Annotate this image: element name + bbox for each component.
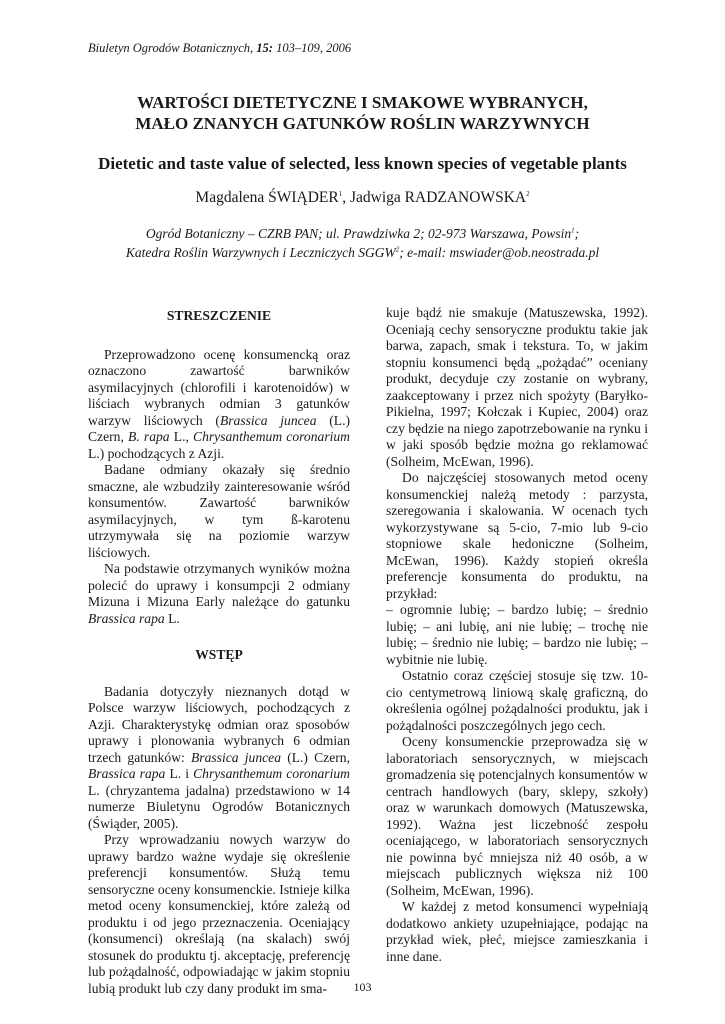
species-name: Chrysanthemum coronarium <box>193 429 350 444</box>
text-span: (L.) Czern, <box>281 749 350 765</box>
species-name: Brassica juncea <box>190 749 281 765</box>
species-name: B. rapa <box>128 429 170 444</box>
right-column <box>386 305 648 965</box>
author-1-sup: 1 <box>338 189 343 198</box>
affiliation-1 <box>60 224 665 243</box>
text-span: (L.) Czern, <box>88 412 350 444</box>
journal-header <box>88 41 351 56</box>
author-separator: , <box>342 189 350 206</box>
text-span: L. (chryzantema jadalna) przedstawiono w 14 numerze Biuletynu Ogrodów Botanicznych (Świąder, 2005). <box>88 782 350 831</box>
heading-streszczenie: STRESZCZENIE <box>166 308 272 323</box>
affiliation-2-text: Katedra Roślin Warzywnych i Leczniczych SGGW <box>125 245 396 260</box>
abstract-paragraph-2: Badane odmiany okazały się średnio smaczne, ale wzbudziły zainteresowanie wśród konsumentów. Zawartość barwników asymilacyjnych, w tym ß-karotenu utrzymywała się na poziomie warzyw liściowych. <box>88 462 350 560</box>
hedonic-scale-list: – ogromnie lubię; – bardzo lubię; – średnio lubię; – ani lubię, ani nie lubię; – trochę nie lubię; – średnio nie lubię; – bardzo nie lubię; – wybitnie nie lubię. <box>386 602 648 667</box>
journal-volume: 15: <box>256 41 273 55</box>
affiliations <box>60 224 665 262</box>
affiliation-1-sup: 1 <box>571 226 575 235</box>
text-span: L.) pochodzących z Azji. <box>88 445 225 461</box>
right-paragraph-5: Oceny konsumenckie przeprowadza się w laboratoriach sensorycznych, w miejscach gromadzenia się potencjalnych konsumentów w centrach handlowych (bary, sklepy, szkoły) oraz w warunkach domowych (Matuszewska, 1992). Ważna jest liczebność zespołu oceniającego, w laboratoriach sensorycznych nie powinna być mniejsza niż 40 osób, a w miejscach publicznych większa niż 100 (Solheim, McEwan, 1996). <box>386 734 648 898</box>
text-span: L. i <box>165 766 194 781</box>
species-name: Brassica rapa <box>88 766 166 781</box>
species-name: Brassica rapa <box>88 610 165 626</box>
text-span: L., <box>169 429 194 444</box>
intro-paragraph-2: Przy wprowadzaniu nowych warzyw do uprawy bardzo ważne wydaje się określenie preferencji konsumentów. Służą temu sensoryczne oceny konsumenckie. Istnieje kilka metod oceny konsumenckiej, które zależą od produktu i od jego przeznaczenia. Oceniający (konsumenci) określają (na skalach) swój stosunek do produktu tj. akceptację, preferencję lub pożądalność, odpowiadając w jakim stopniu lubią produkt lub czy dany produkt im sma- <box>88 832 350 996</box>
title-polish-line-2: MAŁO ZNANYCH GATUNKÓW ROŚLIN WARZYWNYCH <box>135 114 590 133</box>
text-span: Na podstawie otrzymanych wyników można polecić do uprawy i konsumpcji 2 odmiany Mizuna i Mizuna Early należące do gatunku <box>88 561 350 609</box>
journal-name: Biuletyn Ogrodów Botanicznych, <box>88 41 254 55</box>
affiliation-1-text: Ogród Botaniczny – CZRB PAN; ul. Prawdziwka 2; 02-973 Warszawa, Powsin <box>145 226 572 241</box>
title-polish <box>60 92 665 134</box>
intro-paragraph-1 <box>88 684 350 833</box>
title-polish-line-1: WARTOŚCI DIETETYCZNE I SMAKOWE WYBRANYCH, <box>137 93 588 112</box>
journal-pages-year: 103–109, 2006 <box>276 41 352 55</box>
page-number: 103 <box>353 980 372 994</box>
right-paragraph-2: Do najczęściej stosowanych metod oceny konsumenckiej należą metody : parzysta, szeregowania i skalowania. W ocenach tych wykorzystywane są 5-cio, 7-mio lub 9-cio stopniowe skale hedoniczne (Solheim, McEwan, 1996). Każdy stopień określa preferencje konsumenta do produktu, na przykład: <box>386 470 648 601</box>
species-name: Chrysanthemum coronarium <box>193 766 350 781</box>
author-2-sup: 2 <box>526 189 530 198</box>
title-english: Dietetic and taste value of selected, less known species of vegetable plants <box>98 154 627 173</box>
author-2: Jadwiga RADZANOWSKA <box>350 189 527 206</box>
authors <box>60 188 665 208</box>
right-paragraph-1: kuje bądź nie smakuje (Matuszewska, 1992). Oceniają cechy sensoryczne produktu takie jak barwa, zapach, smak i tekstura. To, w jakim stopniu konsumenci będą „pożądać” oceniany produkt, decyduje czy zostanie on wybrany, zaakceptowany i przez nich spożyty (Baryłko-Pikielna, 1997; Kołczak i Kupiec, 2004) oraz czy będzie na niego zapotrzebowanie na rynku i w jaki sposób będzie można go reklamować (Solheim, McEwan, 1996). <box>386 305 648 469</box>
abstract-paragraph-1 <box>88 347 350 463</box>
text-span: Przeprowadzono ocenę konsumencką oraz oznaczono zawartość barwników asymilacyjnych (chlorofili i karotenoidów) w liściach wybranych odmian 3 gatunków warzyw liściowych ( <box>88 346 350 428</box>
author-1: Magdalena ŚWIĄDER <box>195 189 339 206</box>
left-column <box>88 305 350 997</box>
right-paragraph-4: Ostatnio coraz częściej stosuje się tzw. 10-cio centymetrową liniową skalę graficzną, do określenia ogólnej pożądalności produktu, jak i pożądalności poszczególnych jego cech. <box>386 668 648 733</box>
affiliation-1-end: ; <box>574 226 580 241</box>
affiliation-2-sup: 2 <box>395 245 400 254</box>
heading-wstep: WSTĘP <box>195 647 243 662</box>
species-name: Brassica juncea <box>219 412 317 428</box>
text-span: L. <box>164 610 180 626</box>
text-span: Badania dotyczyły nieznanych dotąd w Polsce warzyw liściowych, pochodzących z Azji. Charakterystykę odmian oraz sposobów uprawy i plonowania wybranych 6 odmian trzech gatunków: <box>88 683 350 765</box>
right-paragraph-6: W każdej z metod konsumenci wypełniają dodatkowo ankiety uzupełniające, podając na przykład wiek, płeć, miejsce zamieszkania i inne dane. <box>386 899 648 964</box>
affiliation-2 <box>60 243 665 262</box>
affiliation-2-end: ; e-mail: mswiader@ob.neostrada.pl <box>399 245 600 260</box>
abstract-paragraph-3 <box>88 561 350 627</box>
